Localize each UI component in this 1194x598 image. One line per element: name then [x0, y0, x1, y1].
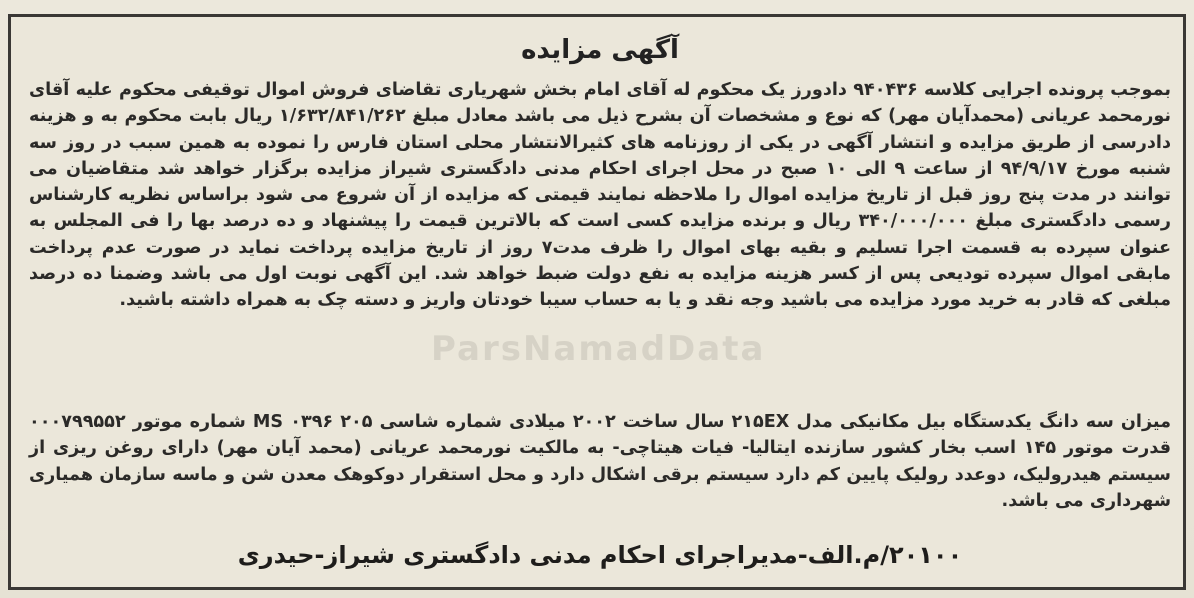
- notice-paragraph-1: بموجب پرونده اجرایی کلاسه ۹۴۰۴۳۶ دادورز یک محکوم له آقای امام بخش شهریاری تقاضای فروش اموال توقیفی محکوم علیه آقای نورمحمد عریانی (محمدآیان مهر) که نوع و مشخصات آن بشرح ذیل می باشد معادل مبلغ ۱/۶۳۲/۸۴۱/۲۶۲ ریال بابت محکوم به و هزینه دادرسی از طریق مزایده و انتشار آگهی در یکی از روزنامه های کثیرالانتشار محلی استان فارس را نموده به همین سبب در روز سه شنبه مورخ ۹۴/۹/۱۷ از ساعت ۹ الی ۱۰ صبح در محل اجرای احکام مدنی دادگستری شیراز مزایده برگزار خواهد شد متقاضیان می توانند در مدت پنج روز قبل از تاریخ مزایده اموال را ملاحظه نمایند قیمتی که مزایده از آن شروع می شود براساس نظریه کارشناس رسمی دادگستری مبلغ ۳۴۰/۰۰۰/۰۰۰ ریال و برنده مزایده کسی است که بالاترین قیمت را پیشنهاد و ده درصد بها را فی المجلس به عنوان سپرده به قسمت اجرا تسلیم و بقیه بهای اموال را ظرف مدت۷ روز از تاریخ مزایده پرداخت نماید در صورت عدم پرداخت مابقی اموال سپرده تودیعی پس از کسر هزینه مزایده به نفع دولت ضبط خواهد شد. این آگهی نوبت اول می باشد وضمنا ده درصد مبلغی که قادر به خرید مورد مزایده می باشید وجه نقد و یا به حساب سیبا خودتان واریز و دسته چک به همراه داشته باشید.: [29, 80, 1172, 311]
- watermark-text: ParsNamadData: [431, 329, 766, 369]
- notice-frame: [8, 14, 1186, 590]
- notice-paragraph-2: میزان سه دانگ یکدستگاه بیل مکانیکی مدل ۲۱۵EX سال ساخت ۲۰۰۲ میلادی شماره شاسی MS ۰۳۹۶ ۲۰۵ شماره موتور ۰۰۰۷۹۹۵۵۲ قدرت موتور ۱۴۵ اسب بخار کشور سازنده ایتالیا- فیات هیتاچی- به مالکیت نورمحمد عریانی (محمد آیان مهر) دارای روغن ریزی از سیستم هیدرولیک، دوعدد رولیک پایین کم دارد سیستم برقی اشکال دارد و محل استقرار دوکوهک معدن شن و ماسه سازمان همیاری شهرداری می باشد.: [29, 412, 1171, 511]
- notice-title: آگهی مزایده: [521, 35, 679, 65]
- notice-footer: ۲۰۱۰۰/م.الف-مدیراجرای احکام مدنی دادگستری شیراز-حیدری: [237, 541, 963, 569]
- notice-body: [29, 35, 1171, 575]
